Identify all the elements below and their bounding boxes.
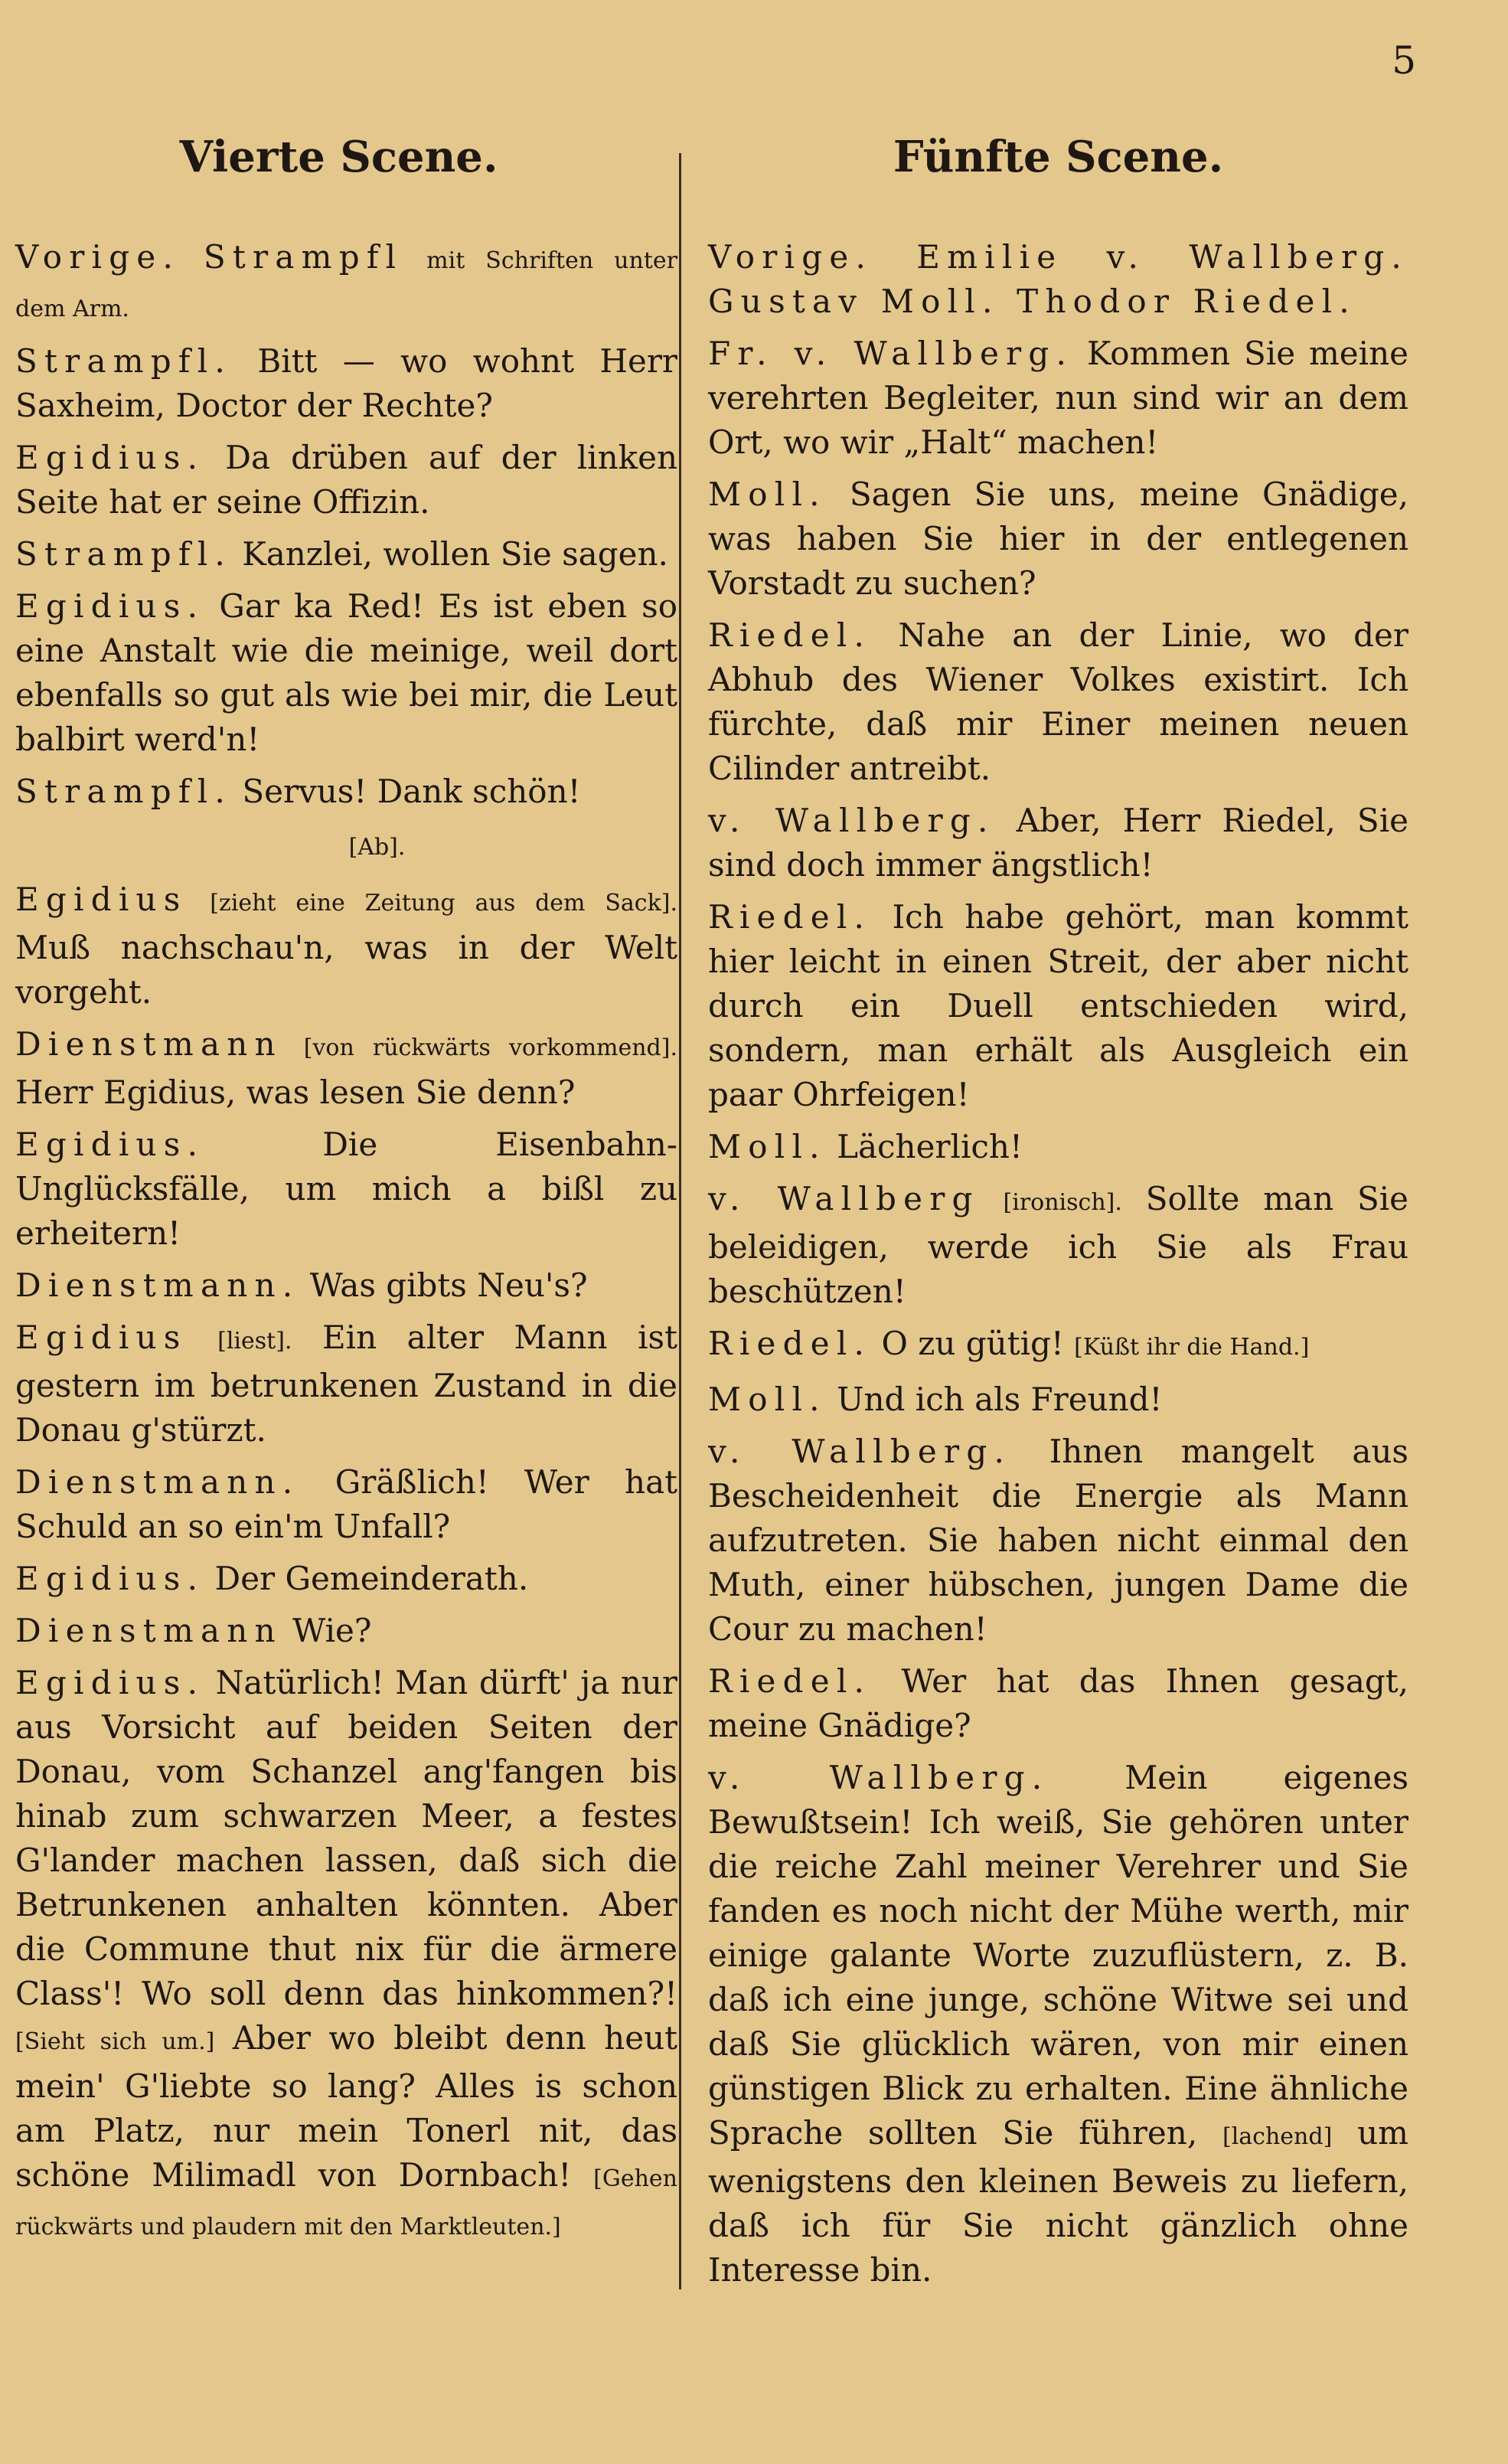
speaker: v. Wallberg. [708, 1758, 1049, 1796]
speaker: Riedel. [708, 616, 872, 654]
speaker: Riedel. [708, 897, 872, 936]
speech: Da drüben auf der linken Seite hat er seine Offizin. [15, 438, 677, 521]
speech: Gräßlich! Wer hat Schuld an so ein'm Unfall? [15, 1462, 677, 1545]
stage-direction: [Sieht sich um.] [15, 2028, 215, 2055]
speaker: Dienstmann [15, 1024, 282, 1063]
speaker: Fr. v. Wallberg. [708, 334, 1074, 372]
speaker: Vorige. Emilie v. Wallberg. Gustav Moll. Thodor Riedel. [708, 237, 1408, 320]
speaker: Egidius. [15, 1559, 205, 1597]
dialogue-line [15, 1022, 677, 1115]
right-column [708, 134, 1408, 2300]
stage-direction: [Ab]. [348, 833, 406, 861]
dialogue-line [708, 1430, 1408, 1652]
speaker: Riedel. [708, 1324, 872, 1362]
dialogue-line [15, 1557, 677, 1601]
speech: Kommen Sie meine verehrten Begleiter, nun sind wir an dem Ort, wo wir „Halt“ machen! [708, 334, 1408, 461]
speaker: Egidius. [15, 587, 205, 625]
speech: Lächerlich! [837, 1127, 1023, 1165]
speech: Aber, Herr Riedel, Sie sind doch immer ängstlich! [708, 801, 1408, 884]
speaker: Strampfl. [15, 534, 232, 573]
speaker: v. Wallberg [708, 1179, 980, 1217]
dialogue-line [708, 332, 1408, 465]
speaker: Egidius [15, 1318, 188, 1356]
scene-title-left: Vierte Scene. [179, 132, 498, 182]
speaker: Dienstmann. [15, 1266, 300, 1304]
dialogue-line [708, 613, 1408, 791]
speech: um wenigstens den kleinen Beweis zu liefern, daß ich für Sie nicht gänzlich ohne Interesse bin. [708, 2113, 1409, 2289]
dialogue-line [708, 1125, 1408, 1169]
dialogue-line [15, 584, 677, 762]
dialogue-line [15, 532, 677, 577]
dialogue-line [15, 1609, 677, 1653]
speech: Kanzlei, wollen Sie sagen. [242, 534, 668, 573]
stage-direction: [liest]. [217, 1327, 292, 1355]
speech: Muß nachschau'n, was in der Welt vorgeht. [15, 928, 677, 1011]
dialogue-line [15, 1263, 677, 1308]
dialogue-line [708, 895, 1408, 1117]
speaker: Dienstmann. [15, 1462, 300, 1501]
speech: Ihnen mangelt aus Bescheidenheit die Energie als Mann aufzutreten. Sie haben nicht einmal den Muth, einer hübschen, jungen Dame die Cour zu machen! [708, 1432, 1408, 1648]
dialogue-line [708, 799, 1408, 887]
stage-direction: [von rückwärts vorkommend]. [303, 1034, 677, 1061]
speech: Wer hat das Ihnen gesagt, meine Gnädige? [708, 1662, 1408, 1744]
speaker: Moll. [708, 1380, 827, 1418]
stage-direction: mit Schriften unter dem Arm. [15, 247, 677, 322]
speaker: v. Wallberg. [708, 1432, 1012, 1470]
speech: Nahe an der Linie, wo der Abhub des Wiener Volkes existirt. Ich fürchte, daß mir Einer meinen neuen Cilinder antreibt. [708, 616, 1408, 787]
dialogue-line [15, 1460, 677, 1549]
speaker: Moll. [708, 475, 827, 513]
speech: Herr Egidius, was lesen Sie denn? [15, 1073, 576, 1111]
left-column [15, 134, 677, 2257]
dialogue-line [15, 436, 677, 524]
dialogue-line [708, 1756, 1408, 2292]
dialogue-line [15, 1661, 677, 2250]
speaker: Egidius. [15, 438, 205, 476]
dialogue-line [15, 339, 677, 428]
speech: Natürlich! Man dürft' ja nur aus Vorsicht auf beiden Seiten der Donau, vom Schanzel ang'fangen bis hinab zum schwarzen Meer, a festes G'lander machen lassen, daß sich die Betrunkenen anhalten könnten. Aber die Commune thut nix für die ärmere Class'! Wo soll denn das hinkommen?! [15, 1663, 677, 2012]
speaker: Riedel. [708, 1662, 872, 1700]
speaker: Strampfl. [15, 341, 232, 380]
speaker: v. Wallberg. [708, 801, 995, 839]
speaker: Vorige. [15, 237, 181, 276]
speaker: Egidius [15, 880, 188, 918]
speaker: Moll. [708, 1127, 827, 1165]
speaker: Egidius. [15, 1125, 205, 1163]
speech: Was gibts Neu's? [309, 1266, 588, 1304]
dialogue-line [15, 770, 677, 814]
dialogue-line [15, 1123, 677, 1256]
dialogue-line [708, 472, 1408, 606]
speaker: Strampfl [203, 237, 403, 276]
speech: Gar ka Red! Es ist eben so eine Anstalt wie die meinige, weil dort ebenfalls so gut als wie bei mir, die Leut balbirt werd'n! [15, 587, 677, 758]
speech: Ein alter Mann ist gestern im betrunkenen Zustand in die Donau g'stürzt. [15, 1318, 677, 1449]
stage-direction: [Gehen rückwärts und plaudern mit den Marktleuten.] [15, 2165, 677, 2240]
dialogue-line [708, 1322, 1408, 1370]
speech: Aber wo bleibt denn heut mein' G'liebte so lang? Alles is schon am Platz, nur mein Tonerl nit, das schöne Milimadl von Dornbach! [15, 2018, 677, 2194]
speech: O zu gütig! [881, 1324, 1064, 1362]
exit-direction [77, 822, 677, 870]
speech: Sagen Sie uns, meine Gnädige, was haben Sie hier in der entlegenen Vorstadt zu suchen? [708, 475, 1408, 602]
speech: Wie? [292, 1611, 372, 1649]
stage-direction: [zieht eine Zeitung aus dem Sack]. [210, 889, 677, 917]
page-number: 5 [1392, 38, 1416, 83]
speech: Ich habe gehört, man kommt hier leicht in einen Streit, der aber nicht durch ein Duell entschieden wird, sondern, man erhält als Ausgleich ein paar Ohrfeigen! [708, 897, 1408, 1113]
dialogue-line [708, 1377, 1408, 1422]
speech: Der Gemeinderath. [214, 1559, 529, 1597]
column-divider [679, 153, 681, 2289]
stage-direction: [lachend] [1222, 2123, 1333, 2150]
dialogue-line [15, 877, 677, 1015]
dialogue-line [708, 1177, 1408, 1314]
speaker: Egidius. [15, 1663, 205, 1701]
speech: Bitt — wo wohnt Herr Saxheim, Doctor der Rechte? [15, 341, 678, 424]
speech: Sollte man Sie beleidigen, werde ich Sie als Frau beschützen! [708, 1179, 1409, 1310]
dialogue-line [15, 1315, 677, 1453]
speech: Und ich als Freund! [837, 1380, 1163, 1418]
stage-direction: [Küßt ihr die Hand.] [1074, 1333, 1310, 1361]
speech: Mein eigenes Bewußtsein! Ich weiß, Sie gehören unter die reiche Zahl meiner Verehrer und Sie fanden es noch nicht der Mühe werth, mir einige galante Worte zuzuflüstern, z. B. daß ich eine junge, schöne Witwe sei und daß Sie glücklich wären, von mir einen günstigen Blick zu erhalten. Eine ähnliche Sprache sollten Sie führen, [708, 1758, 1408, 2152]
cast-line-right [708, 235, 1408, 324]
speech: Die Eisenbahn-Unglücksfälle, um mich a bißl zu erheitern! [15, 1125, 677, 1252]
cast-line-left [15, 235, 677, 332]
dialogue-line [708, 1659, 1408, 1748]
stage-direction: [ironisch]. [1003, 1188, 1122, 1216]
speaker: Strampfl. [15, 772, 232, 810]
speech: Servus! Dank schön! [242, 772, 581, 810]
scene-title-right: Fünfte Scene. [893, 132, 1224, 182]
speaker: Dienstmann [15, 1611, 282, 1649]
